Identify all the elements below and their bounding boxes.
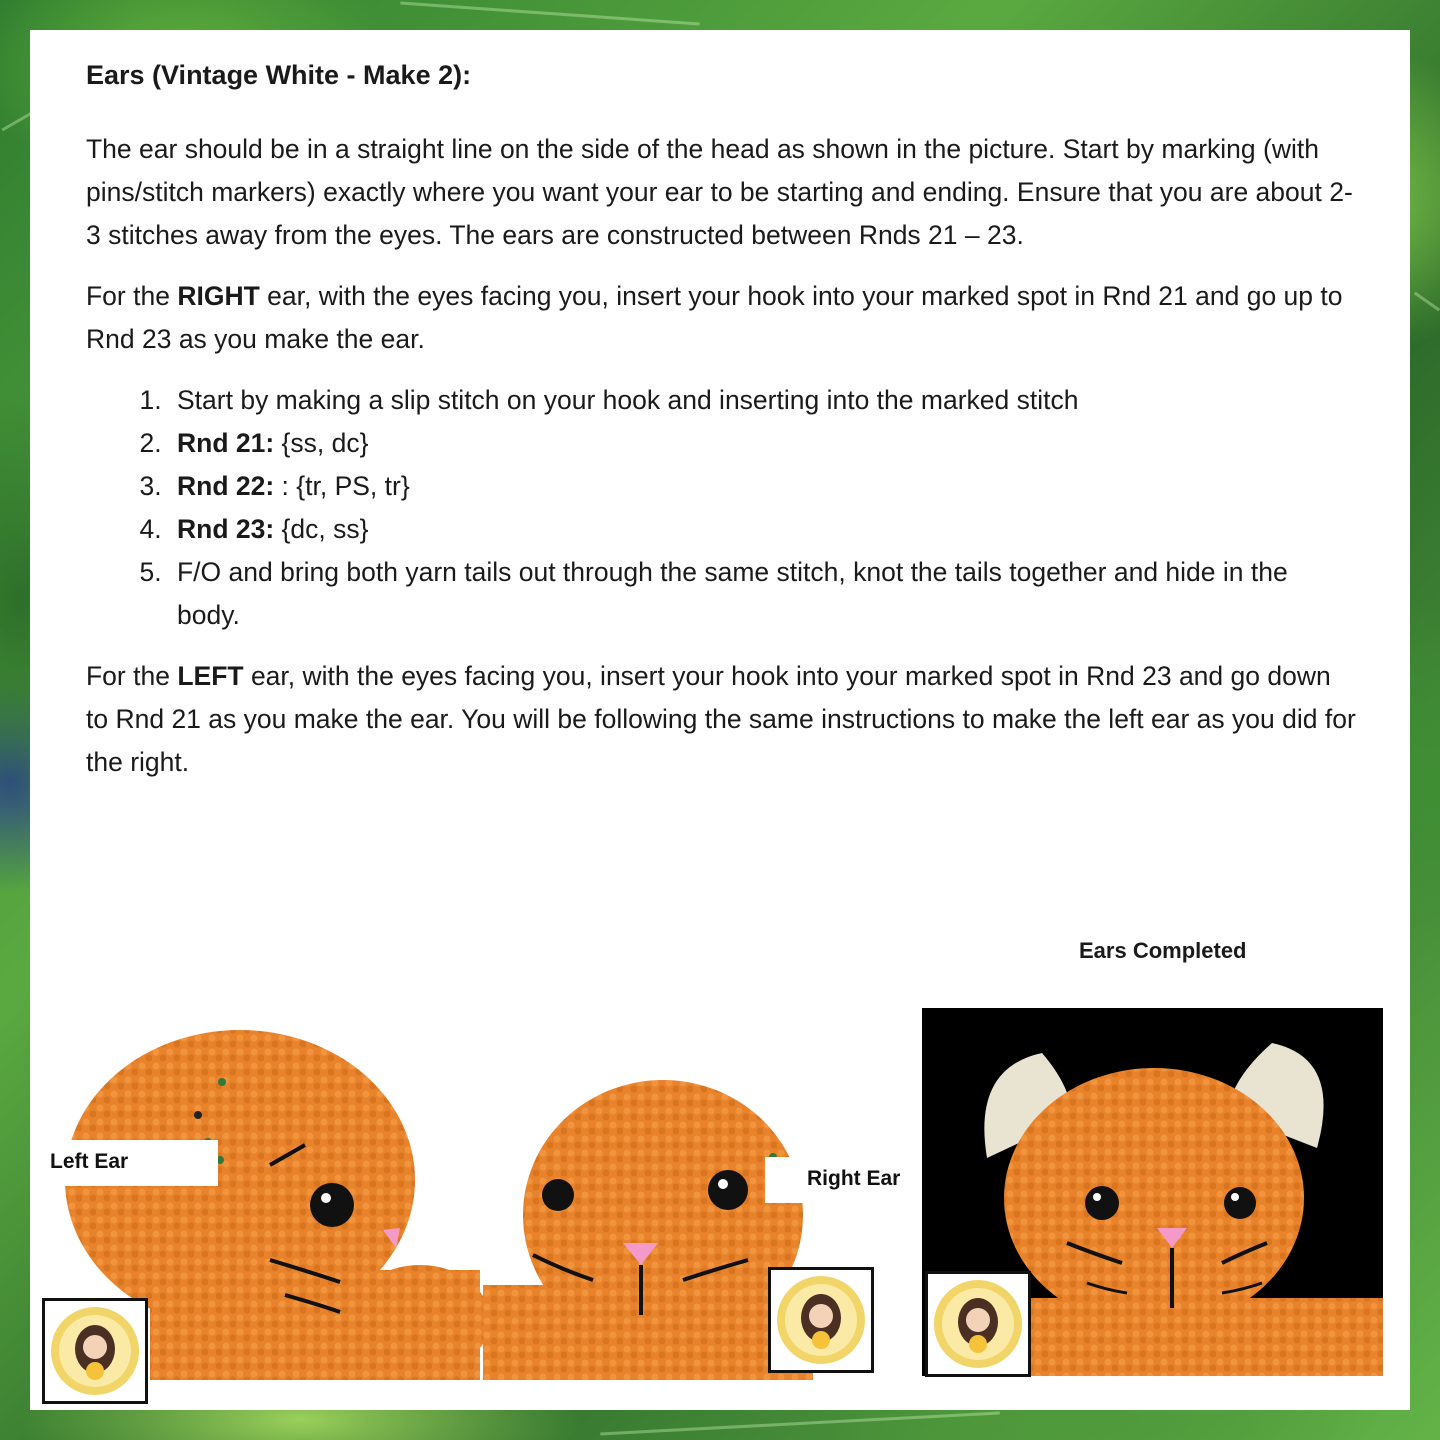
- left-ear-photo: [40, 1020, 480, 1380]
- section-heading: Ears (Vintage White - Make 2):: [86, 60, 472, 90]
- avatar-logo-icon: [775, 1274, 867, 1366]
- right-ear-photo: [483, 1065, 901, 1380]
- logo-badge: [42, 1298, 148, 1404]
- step-bold: Rnd 21:: [177, 428, 275, 458]
- leaf-vein: [1414, 292, 1440, 312]
- step-bold: Rnd 23:: [177, 514, 275, 544]
- left-ear-label: Left Ear: [40, 1140, 218, 1186]
- document-page: [30, 30, 1410, 1410]
- step-text: {dc, ss}: [274, 514, 369, 544]
- step-text: : {tr, PS, tr}: [274, 471, 410, 501]
- intro-paragraph: The ear should be in a straight line on the side of the head as shown in the picture. Start by marking (with pins/stitch markers) exactly where you want your ear to be starting and ending. Ensure that you are about 2- 3 stitches away from the eyes. The ears are constructed between Rnds 21 – 23.: [86, 134, 1353, 250]
- step-text: {ss, dc}: [274, 428, 369, 458]
- bold-text: LEFT: [177, 661, 244, 691]
- step-item: [169, 379, 1356, 422]
- instructions: [86, 56, 1356, 802]
- step-text: F/O and bring both yarn tails out through the same stitch, knot the tails together and hide in the body.: [177, 557, 1288, 630]
- right-ear-label: Right Ear: [765, 1157, 915, 1203]
- text-span: ear, with the eyes facing you, insert your hook into your marked spot in Rnd 23 and go down to Rnd 21 as you make the ear. You will be following the same instructions to make the left ear as you did for the right.: [86, 661, 1356, 777]
- text-span: ear, with the eyes facing you, insert your hook into your marked spot in Rnd 21 and go up to Rnd 23 as you make the ear.: [86, 281, 1343, 354]
- leaf-vein: [2, 112, 33, 132]
- step-text: Start by making a slip stitch on your hook and inserting into the marked stitch: [177, 385, 1079, 415]
- completed-ears-photo: [922, 1008, 1383, 1376]
- step-item: [169, 551, 1356, 637]
- ears-completed-caption: Ears Completed: [1079, 938, 1247, 963]
- leaf-vein: [400, 2, 699, 26]
- step-item: [169, 508, 1356, 551]
- text-span: For the: [86, 281, 178, 311]
- steps-list: [86, 379, 1356, 637]
- avatar-logo-icon: [49, 1305, 141, 1397]
- left-ear-paragraph: [86, 655, 1356, 784]
- text-span: For the: [86, 661, 178, 691]
- step-bold: Rnd 22:: [177, 471, 275, 501]
- avatar-logo-icon: [932, 1278, 1024, 1370]
- logo-badge: [768, 1267, 874, 1373]
- step-item: [169, 422, 1356, 465]
- leaf-vein: [600, 1412, 1000, 1436]
- step-item: [169, 465, 1356, 508]
- right-ear-paragraph: [86, 275, 1356, 361]
- logo-badge: [925, 1271, 1031, 1377]
- bold-text: RIGHT: [177, 281, 260, 311]
